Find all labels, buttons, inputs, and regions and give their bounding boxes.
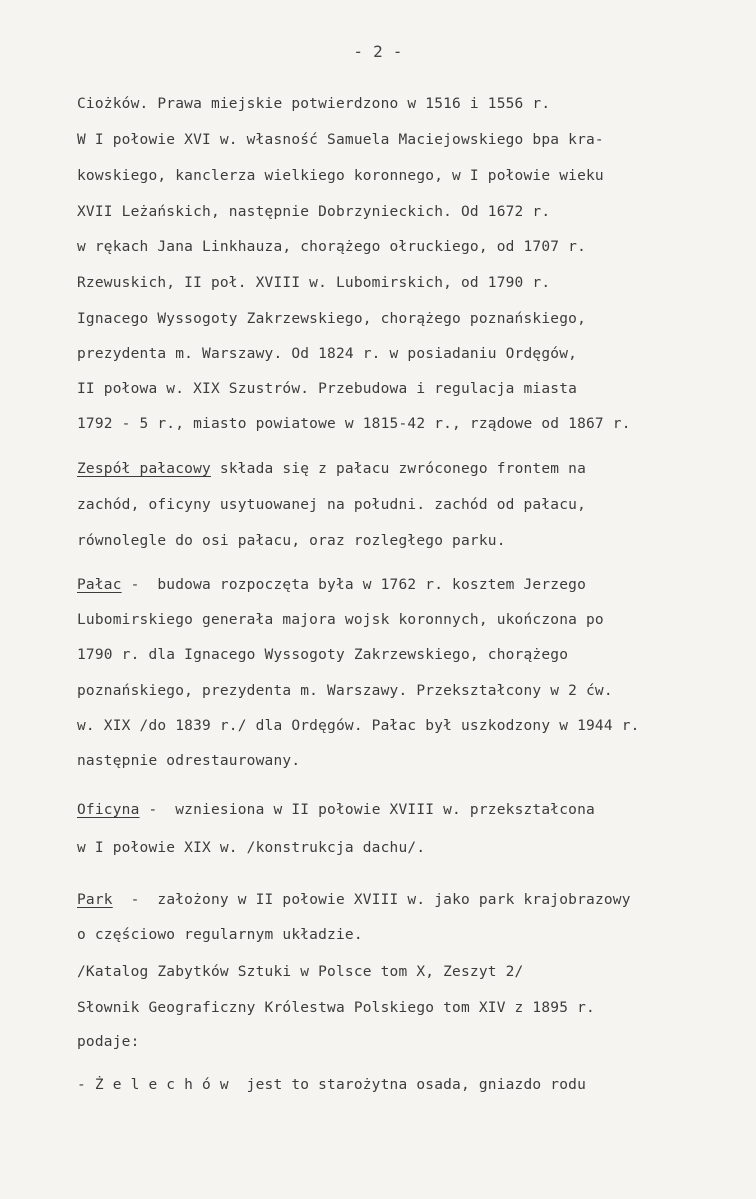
text-line: - założony w II połowie XVIII w. jako park krajobrazowy — [112, 892, 631, 908]
text-line: II połowa w. XIX Szustrów. Przebudowa i regulacja miasta — [77, 381, 578, 397]
text-line: Lubomirskiego generała majora wojsk koronnych, ukończona po — [77, 612, 604, 628]
text-line: XVII Leżańskich, następnie Dobrzynieckich. Od 1672 r. — [77, 204, 551, 220]
text-line: - Ż e l e c h ó w jest to starożytna osada, gniazdo rodu — [77, 1077, 586, 1093]
text-line: w I połowie XIX w. /konstrukcja dachu/. — [77, 840, 426, 856]
text-line: 1792 - 5 r., miasto powiatowe w 1815-42 r., rządowe od 1867 r. — [77, 416, 631, 432]
text-line: Ignacego Wyssogoty Zakrzewskiego, chorążego poznańskiego, — [77, 311, 586, 327]
text-line: prezydenta m. Warszawy. Od 1824 r. w posiadaniu Ordęgów, — [77, 346, 578, 362]
text-line: Rzewuskich, II poł. XVIII w. Lubomirskich, od 1790 r. — [77, 275, 551, 291]
text-line: zachód, oficyny usytuowanej na południ. zachód od pałacu, — [77, 497, 586, 513]
text-line: 1790 r. dla Ignacego Wyssogoty Zakrzewskiego, chorążego — [77, 647, 569, 663]
section-line — [77, 459, 586, 479]
text-line: - budowa rozpoczęta była w 1762 r. kosztem Jerzego — [121, 577, 587, 593]
text-line: podaje: — [77, 1034, 140, 1050]
text-line: w rękach Jana Linkhauza, chorążego ołruckiego, od 1707 r. — [77, 239, 586, 255]
text-line: o częściowo regularnym układzie. — [77, 927, 363, 943]
text-line: Ciożków. Prawa miejskie potwierdzono w 1516 i 1556 r. — [77, 96, 551, 112]
text-line: równolegle do osi pałacu, oraz rozległego parku. — [77, 533, 506, 549]
text-line: składa się z pałacu zwróconego frontem na — [210, 461, 587, 477]
section-heading-oficyna: Oficyna — [77, 802, 140, 818]
text-line: następnie odrestaurowany. — [77, 753, 301, 769]
section-heading-zespol-palacowy: Zespół pałacowy — [77, 461, 211, 477]
text-line: w. XIX /do 1839 r./ dla Ordęgów. Pałac był uszkodzony w 1944 r. — [77, 718, 640, 734]
page-number: - 2 - — [353, 42, 403, 61]
text-line: W I połowie XVI w. własność Samuela Maciejowskiego bpa kra- — [77, 132, 604, 148]
text-line: - wzniesiona w II połowie XVIII w. przekształcona — [139, 802, 595, 818]
section-heading-park: Park — [77, 892, 113, 908]
text-line: Słownik Geograficzny Królestwa Polskiego tom XIV z 1895 r. — [77, 1000, 595, 1016]
text-line: poznańskiego, prezydenta m. Warszawy. Przekształcony w 2 ćw. — [77, 683, 613, 699]
section-line — [77, 575, 586, 595]
section-line — [77, 890, 631, 910]
section-heading-palac: Pałac — [77, 577, 122, 593]
section-line — [77, 800, 595, 820]
text-line: /Katalog Zabytków Sztuki w Polsce tom X, Zeszyt 2/ — [77, 964, 524, 980]
text-line: kowskiego, kanclerza wielkiego koronnego, w I połowie wieku — [77, 168, 604, 184]
